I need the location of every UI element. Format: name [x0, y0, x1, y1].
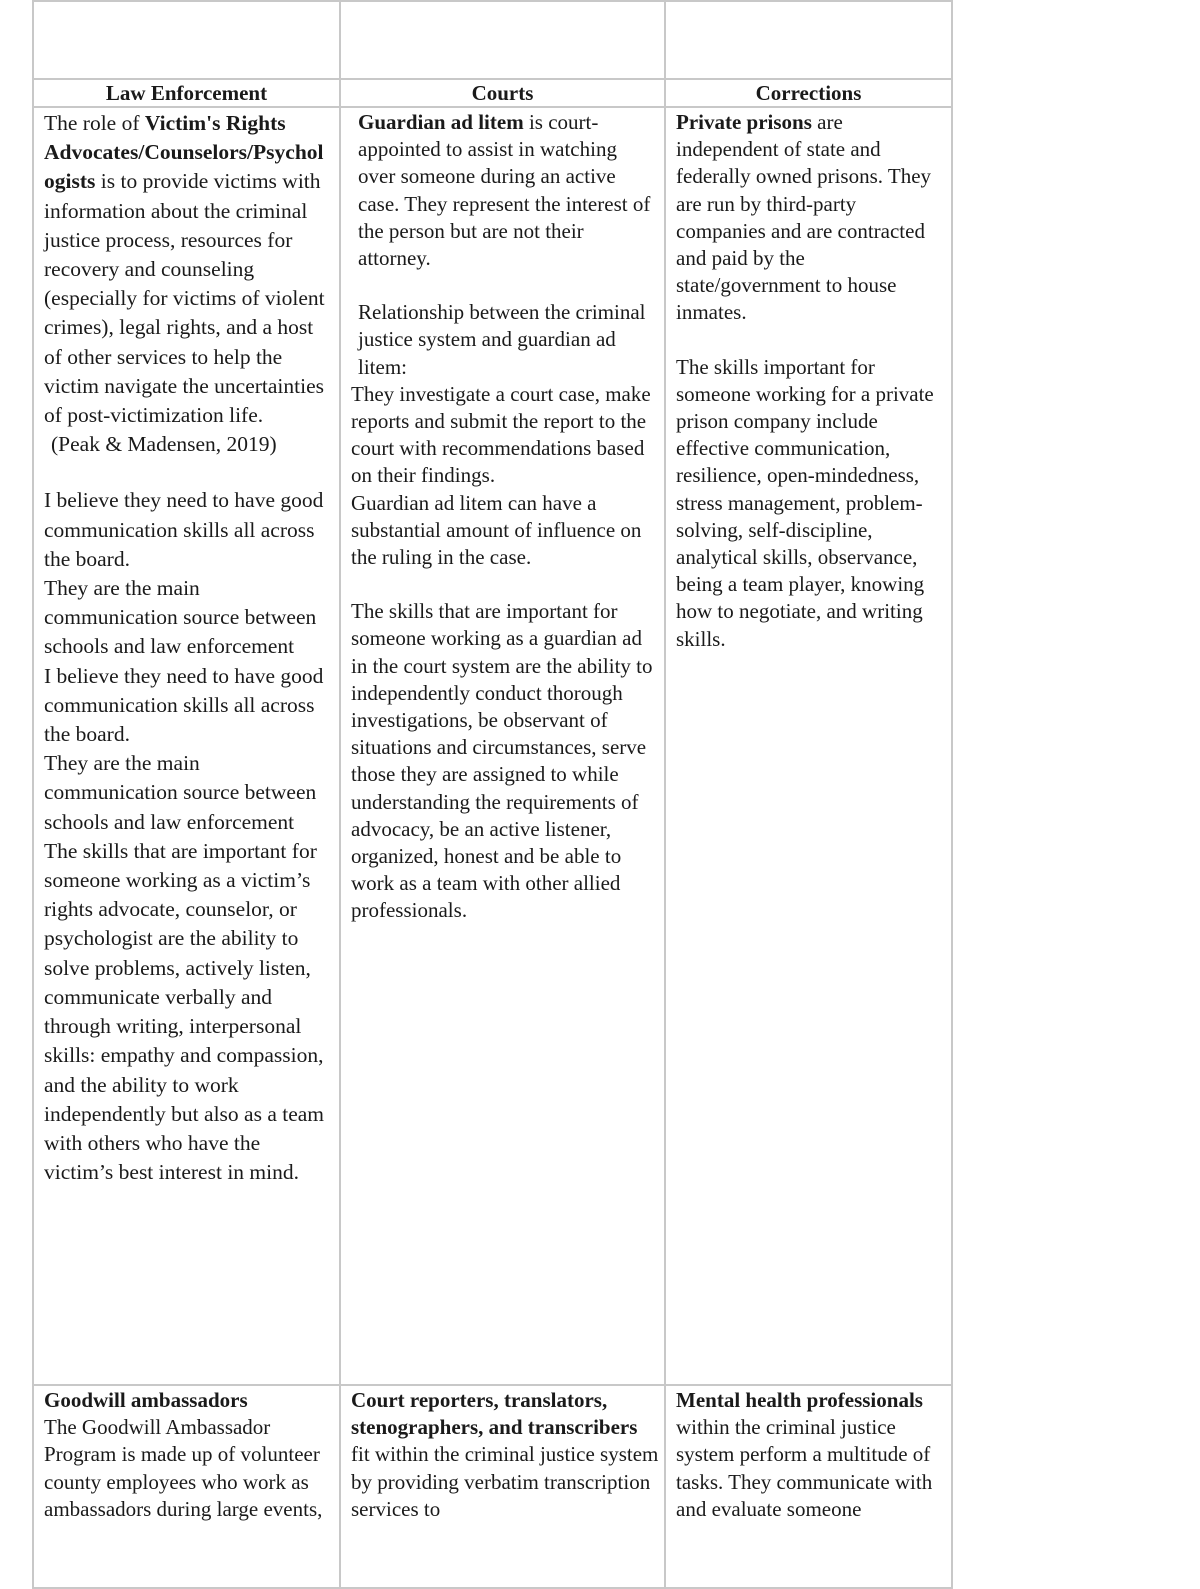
guardian-intro	[351, 109, 659, 272]
intro-text: is to provide victims with information about the criminal justice process, resources for recovery and counseling (especially for victims of violent crimes), legal rights, and a host of other services to help the victim navigate the uncertainties of post-victimization life.	[44, 169, 325, 428]
intro-text: are independent of state and federally owned prisons. They are run by third-party companies and are contracted and paid by the state/government to house inmates.	[676, 110, 932, 325]
paragraph-line: communication skills all across the board.	[44, 692, 315, 747]
skills-paragraph: The skills that are important for someone working as a victim’s rights advocate, counselor, or psychologist are the ability to solve problems, actively listen, communicate verbally and through writing, interpersonal skills: empathy and compassion, and the ability to work independently but also as a team with others who have the victim’s best interest in mind.	[44, 838, 325, 1185]
paragraph-line: I believe they need to have good	[44, 488, 324, 513]
blank-cell	[340, 1, 665, 79]
intro-text: The role of	[44, 111, 145, 135]
career-table	[32, 0, 953, 1589]
intro-text: fit within the criminal justice system by providing verbatim transcription services to	[351, 1442, 659, 1521]
court-reporters-title: Court reporters, translators, stenographers, and transcribers	[351, 1388, 638, 1440]
column-header-corrections: Corrections	[665, 79, 952, 107]
paragraph-line: They are the main communication source between schools and law enforcement	[44, 576, 317, 659]
table-row	[33, 107, 952, 1385]
victim-advocate-intro	[44, 109, 334, 430]
blank-row	[33, 1, 952, 79]
skills-paragraph: The skills that are important for someone working as a guardian ad in the court system are the ability to independently conduct thorough investigations, be observant of situations and circumstances, serve those they are assigned to while understanding the requirements of advocacy, be an active listener, organized, honest and be able to work as a team with other allied professionals.	[351, 599, 653, 923]
intro-text: within the criminal justice system perform a multitude of tasks. They communicate with and evaluate someone	[676, 1415, 933, 1521]
relationship-heading: Relationship between the criminal justice system and guardian ad litem:	[358, 300, 646, 379]
relationship-text: Guardian ad litem can have a substantial amount of influence on the ruling in the case.	[351, 490, 642, 570]
relationship-text: They investigate a court case, make reports and submit the report to the court with recommendations based on their findings.	[351, 381, 651, 488]
intro-text: is court-appointed to assist in watching over someone during an active case. They represent the interest of the person but are not their attorney.	[358, 110, 651, 271]
courts-cell	[340, 107, 665, 1385]
mental-health-title: Mental health professionals	[676, 1388, 923, 1412]
column-header-courts: Courts	[340, 79, 665, 107]
mental-health-intro	[676, 1387, 946, 1523]
skills-paragraph: The skills important for someone working for a private prison company include effective communication, resilience, open-mindedness, stress management, problem-solving, self-discipline, analytical skills, observance, being a team player, knowing how to negotiate, and writing skills.	[676, 354, 934, 651]
court-reporters-intro	[351, 1387, 659, 1523]
private-prisons-intro	[676, 109, 946, 327]
law-enforcement-cell	[33, 1385, 340, 1588]
blank-cell	[33, 1, 340, 79]
blank-cell	[665, 1, 952, 79]
law-enforcement-cell	[33, 107, 340, 1385]
paragraph-line: communication skills all across the board.	[44, 517, 315, 571]
private-prisons-title: Private prisons	[676, 110, 812, 134]
guardian-title: Guardian ad litem	[358, 110, 524, 134]
table-row	[33, 1385, 952, 1588]
goodwill-heading: Goodwill ambassadors	[44, 1388, 248, 1412]
column-header-law-enforcement: Law Enforcement	[33, 79, 340, 107]
courts-cell	[340, 1385, 665, 1588]
goodwill-text: The Goodwill Ambassador Program is made up of volunteer county employees who work as ambassadors during large events,	[44, 1415, 323, 1521]
header-row	[33, 79, 952, 107]
paragraph-line: They are the main communication source between schools and law enforcement	[44, 751, 317, 834]
victim-advocate-title: Victim's Rights Advocates/Counselors/Psychologists	[44, 111, 324, 194]
corrections-cell	[665, 1385, 952, 1588]
corrections-cell	[665, 107, 952, 1385]
citation: (Peak & Madensen, 2019)	[51, 432, 277, 457]
paragraph-line: I believe they need to have good	[44, 663, 324, 688]
